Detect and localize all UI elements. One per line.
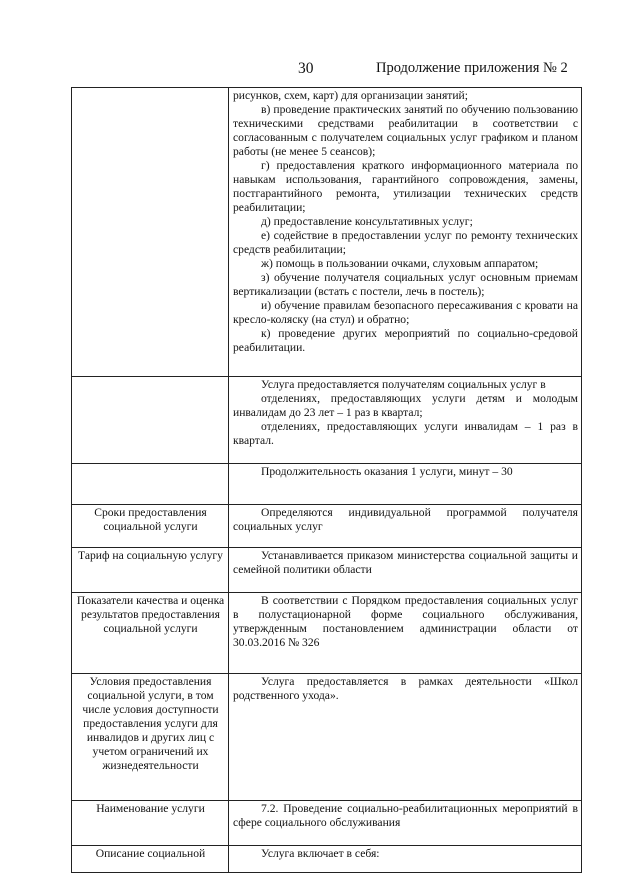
- content-paragraph: Устанавливается приказом министерства социальной защиты и семейной политики области: [233, 549, 578, 576]
- row-content: [229, 548, 582, 593]
- table-row: [72, 548, 582, 593]
- content-paragraph: ж) помощь в пользовании очками, слуховым аппаратом;: [261, 257, 539, 270]
- row-content: [229, 505, 582, 548]
- content-paragraph: Услуга предоставляется получателям социальных услуг в: [261, 378, 546, 391]
- table-row: [72, 674, 582, 801]
- row-label: [72, 464, 229, 505]
- row-content: [229, 464, 582, 505]
- content-paragraph: Услуга включает в себя:: [261, 847, 380, 860]
- page-heading: Продолжение приложения № 2: [376, 60, 568, 76]
- row-label: [72, 377, 229, 464]
- table-row: [72, 846, 582, 873]
- content-paragraph: отделениях, предоставляющих услуги инвалидам – 1 раз в квартал.: [233, 420, 578, 447]
- row-label: [72, 88, 229, 377]
- content-paragraph: отделениях, предоставляющих услуги детям и молодым инвалидам до 23 лет – 1 раз в квартал;: [233, 392, 578, 419]
- row-content: [229, 846, 582, 873]
- services-table: [71, 87, 582, 873]
- table-row: [72, 593, 582, 674]
- table-row: [72, 464, 582, 505]
- content-paragraph: В соответствии с Порядком предоставления социальных услуг в полустационарной форме социального обслуживания, утвержденным постановлением администрации области от 30.03.2016 № 326: [233, 594, 578, 649]
- content-paragraph: 7.2. Проведение социально-реабилитационных мероприятий в сфере социального обслуживания: [233, 802, 578, 829]
- row-content: [229, 377, 582, 464]
- row-content: [229, 593, 582, 674]
- table-row: [72, 505, 582, 548]
- row-content: [229, 674, 582, 801]
- row-label: Условия предоставления социальной услуги, в том числе условия доступности предоставления услуги для инвалидов и других лиц с учетом ограничений их жизнедеятельности: [72, 674, 229, 801]
- table-row: [72, 88, 582, 377]
- row-label: Сроки предоставления социальной услуги: [72, 505, 229, 548]
- row-label: Показатели качества и оценка результатов предоставления социальной услуги: [72, 593, 229, 674]
- row-label: Тариф на социальную услугу: [72, 548, 229, 593]
- row-label: Наименование услуги: [72, 801, 229, 846]
- content-paragraph: е) содействие в предоставлении услуг по ремонту технических средств реабилитации;: [233, 229, 578, 256]
- row-content: [229, 88, 582, 377]
- content-paragraph: Продолжительность оказания 1 услуги, минут – 30: [261, 465, 513, 478]
- table-row: [72, 377, 582, 464]
- content-paragraph: к) проведение других мероприятий по социально-средовой реабилитации.: [233, 327, 578, 354]
- row-label: Описание социальной: [72, 846, 229, 873]
- row-content: [229, 801, 582, 846]
- content-paragraph: рисунков, схем, карт) для организации занятий;: [233, 89, 468, 102]
- content-paragraph: в) проведение практических занятий по обучению пользованию техническими средствами реабилитации в соответствии с согласованным с получателем социальных услуг графиком и планом работы (не менее 5 сеансов);: [233, 103, 578, 158]
- page-number: 30: [298, 60, 314, 77]
- content-paragraph: Определяются индивидуальной программой получателя социальных услуг: [233, 506, 578, 533]
- content-paragraph: д) предоставление консультативных услуг;: [261, 215, 473, 228]
- content-paragraph: з) обучение получателя социальных услуг основным приемам вертикализации (встать с постели, лечь в постель);: [233, 271, 578, 298]
- content-paragraph: Услуга предоставляется в рамках деятельности «Школ родственного ухода».: [233, 675, 578, 702]
- table-row: [72, 801, 582, 846]
- content-paragraph: г) предоставления краткого информационного материала по навыкам использования, гарантийного сопровождения, замены, постгарантийного ремонта, утилизации технических средств реабилитации;: [233, 159, 578, 214]
- content-paragraph: и) обучение правилам безопасного пересаживания с кровати на кресло-коляску (на стул) и обратно;: [233, 299, 578, 326]
